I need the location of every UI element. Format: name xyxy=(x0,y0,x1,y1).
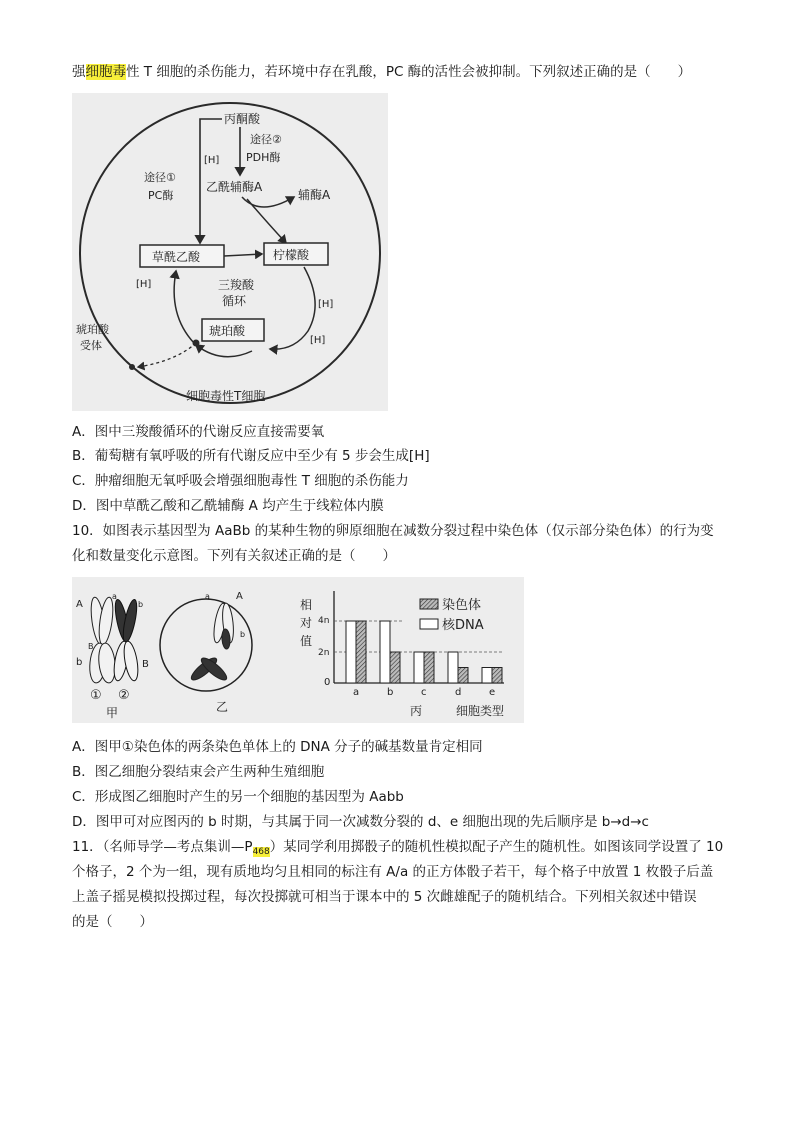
pc-enzyme-label: PC酶 xyxy=(148,189,174,202)
yi-allele-A: A xyxy=(236,591,243,602)
cell-yi xyxy=(160,599,252,691)
acetyl-coa-label: 乙酰辅酶A xyxy=(206,180,263,194)
bar-chromosome-b xyxy=(390,652,400,683)
x-axis-title: 细胞类型 xyxy=(456,704,505,718)
q10-option-d: D．图甲可对应图丙的 b 时期，与其属于同一次减数分裂的 d、e 细胞出现的先后顺序是 b→d→c xyxy=(72,814,649,830)
succinate-label: 琥珀酸 xyxy=(209,324,246,338)
oxaloacetate-to-citrate-arrow xyxy=(224,254,262,256)
x-tick-d: d xyxy=(455,687,462,698)
bar-chromosome-d xyxy=(458,668,468,684)
chromosome-2 xyxy=(112,598,144,681)
oxaloacetate-label: 草酰乙酸 xyxy=(152,250,201,264)
meiosis-figure xyxy=(72,577,524,723)
y-label-2: 对 xyxy=(300,616,313,630)
acetyl-to-citrate-arrow xyxy=(247,199,286,243)
y-tick-2n: 2n xyxy=(318,648,330,658)
q9-option-b: B．葡萄糖有氧呼吸的所有代谢反应中至少有 5 步会生成[H] xyxy=(72,448,430,464)
chromosome-2-number: ② xyxy=(118,688,130,703)
legend-dna-swatch xyxy=(420,619,438,629)
y-tick-4n: 4n xyxy=(318,616,330,626)
cell-name-label: 细胞毒性T细胞 xyxy=(186,389,266,403)
coa-label: 辅酶A xyxy=(298,188,331,202)
q11-stem-line2: 个格子，2 个为一组，现有质地均匀且相同的标注有 A/a 的正方体骰子若干，每个格子中放置 1 枚骰子后盖 xyxy=(72,864,714,880)
receptor-label-2: 受体 xyxy=(80,339,102,352)
x-tick-c: c xyxy=(421,687,427,698)
tca-cycle-figure xyxy=(72,93,388,411)
x-tick-a: a xyxy=(353,687,360,698)
chromosome-1 xyxy=(88,596,117,683)
allele-b-upper: B xyxy=(142,659,149,670)
allele-b-small: b xyxy=(76,657,83,668)
bar-dna-e xyxy=(482,668,492,684)
bar-chromosome-a xyxy=(356,621,366,683)
pyruvate-label: 丙酮酸 xyxy=(224,112,261,126)
label-bing: 丙 xyxy=(410,704,423,718)
bar-dna-a xyxy=(346,621,356,683)
q9-option-a: A．图中三羧酸循环的代谢反应直接需要氧 xyxy=(72,424,325,440)
y-label-3: 值 xyxy=(300,634,313,648)
cycle-arrow-left xyxy=(174,271,194,343)
legend-chrom-swatch xyxy=(420,599,438,609)
q11-stem-line3: 上盖子摇晃模拟投掷过程，每次投掷就可相当于课本中的 5 次雌雄配子的随机结合。下列相关叙述中错误 xyxy=(72,889,697,905)
q9-option-c: C．肿瘤细胞无氧呼吸会增强细胞毒性 T 细胞的杀伤能力 xyxy=(72,473,409,489)
bar-chromosome-c xyxy=(424,652,434,683)
cycle-arrow-bottom xyxy=(196,345,252,357)
tca-label-2: 循环 xyxy=(222,294,247,308)
citrate-label: 柠檬酸 xyxy=(273,248,310,262)
y-label-1: 相 xyxy=(300,598,313,612)
q10-option-a: A．图甲①染色体的两条染色单体上的 DNA 分子的碱基数量肯定相同 xyxy=(72,739,483,755)
q11-stem-line1: 11．（名师导学—考点集训$—P_{468}$）某同学利用掷骰子的随机性模拟配子产生的随机性。如图该同学设置了 10 xyxy=(72,839,724,857)
h-label-3: [H] xyxy=(318,299,334,310)
x-tick-e: e xyxy=(489,687,496,698)
q10-stem-line1: 10．如图表示基因型为 AaBb 的某种生物的卵原细胞在减数分裂过程中染色体（仅示部分染色体）的行为变 xyxy=(72,523,714,539)
allele-b-label: b xyxy=(138,600,144,609)
h-label-4: [H] xyxy=(310,335,326,346)
bar-chromosome-e xyxy=(492,668,502,684)
yi-allele-a: a xyxy=(205,592,210,601)
succinate-export-arrow xyxy=(138,343,196,367)
h-label-2: [H] xyxy=(136,279,152,290)
tca-label-1: 三羧酸 xyxy=(218,278,255,292)
chromosome-1-number: ① xyxy=(90,688,102,703)
q10-option-c: C．形成图乙细胞时产生的另一个细胞的基因型为 Aabb xyxy=(72,789,404,805)
allele-b-upper-2: B xyxy=(88,642,94,651)
label-yi: 乙 xyxy=(216,700,229,714)
yi-allele-b: b xyxy=(240,630,246,639)
q9-stem: 强细胞毒性 T 细胞的杀伤能力，若环境中存在乳酸，PC 酶的活性会被抑制。下列叙述正确的是（ ） xyxy=(72,64,692,80)
receptor-dot xyxy=(129,364,135,370)
legend-dna: 核DNA xyxy=(442,618,484,633)
h-label-1: [H] xyxy=(204,155,220,166)
page-ref-highlight: 468 xyxy=(252,847,270,857)
q11-stem-line4: 的是（ ） xyxy=(72,914,153,930)
allele-a-lower: a xyxy=(112,592,117,601)
q9-option-d: D．图中草酰乙酸和乙酰辅酶 A 均产生于线粒体内膜 xyxy=(72,498,384,514)
bar-dna-b xyxy=(380,621,390,683)
path2-label: 途径② xyxy=(250,133,282,146)
q10-stem-line2: 化和数量变化示意图。下列有关叙述正确的是（ ） xyxy=(72,548,396,564)
highlighted-text: 细胞毒 xyxy=(85,64,126,80)
y-tick-0: 0 xyxy=(324,677,331,688)
receptor-label-1: 琥珀酸 xyxy=(76,323,109,336)
path1-label: 途径① xyxy=(144,171,176,184)
label-jia: 甲 xyxy=(106,706,119,720)
allele-a-upper: A xyxy=(76,599,83,610)
legend-chrom: 染色体 xyxy=(442,598,482,613)
cycle-arrow-right xyxy=(270,267,315,349)
q10-option-b: B．图乙细胞分裂结束会产生两种生殖细胞 xyxy=(72,764,325,780)
yi-chromosomes xyxy=(189,602,236,683)
bar-dna-c xyxy=(414,652,424,683)
pdh-enzyme-label: PDH酶 xyxy=(246,151,281,164)
cell-boundary xyxy=(80,103,380,403)
bar-dna-d xyxy=(448,652,458,683)
x-tick-b: b xyxy=(387,687,394,698)
